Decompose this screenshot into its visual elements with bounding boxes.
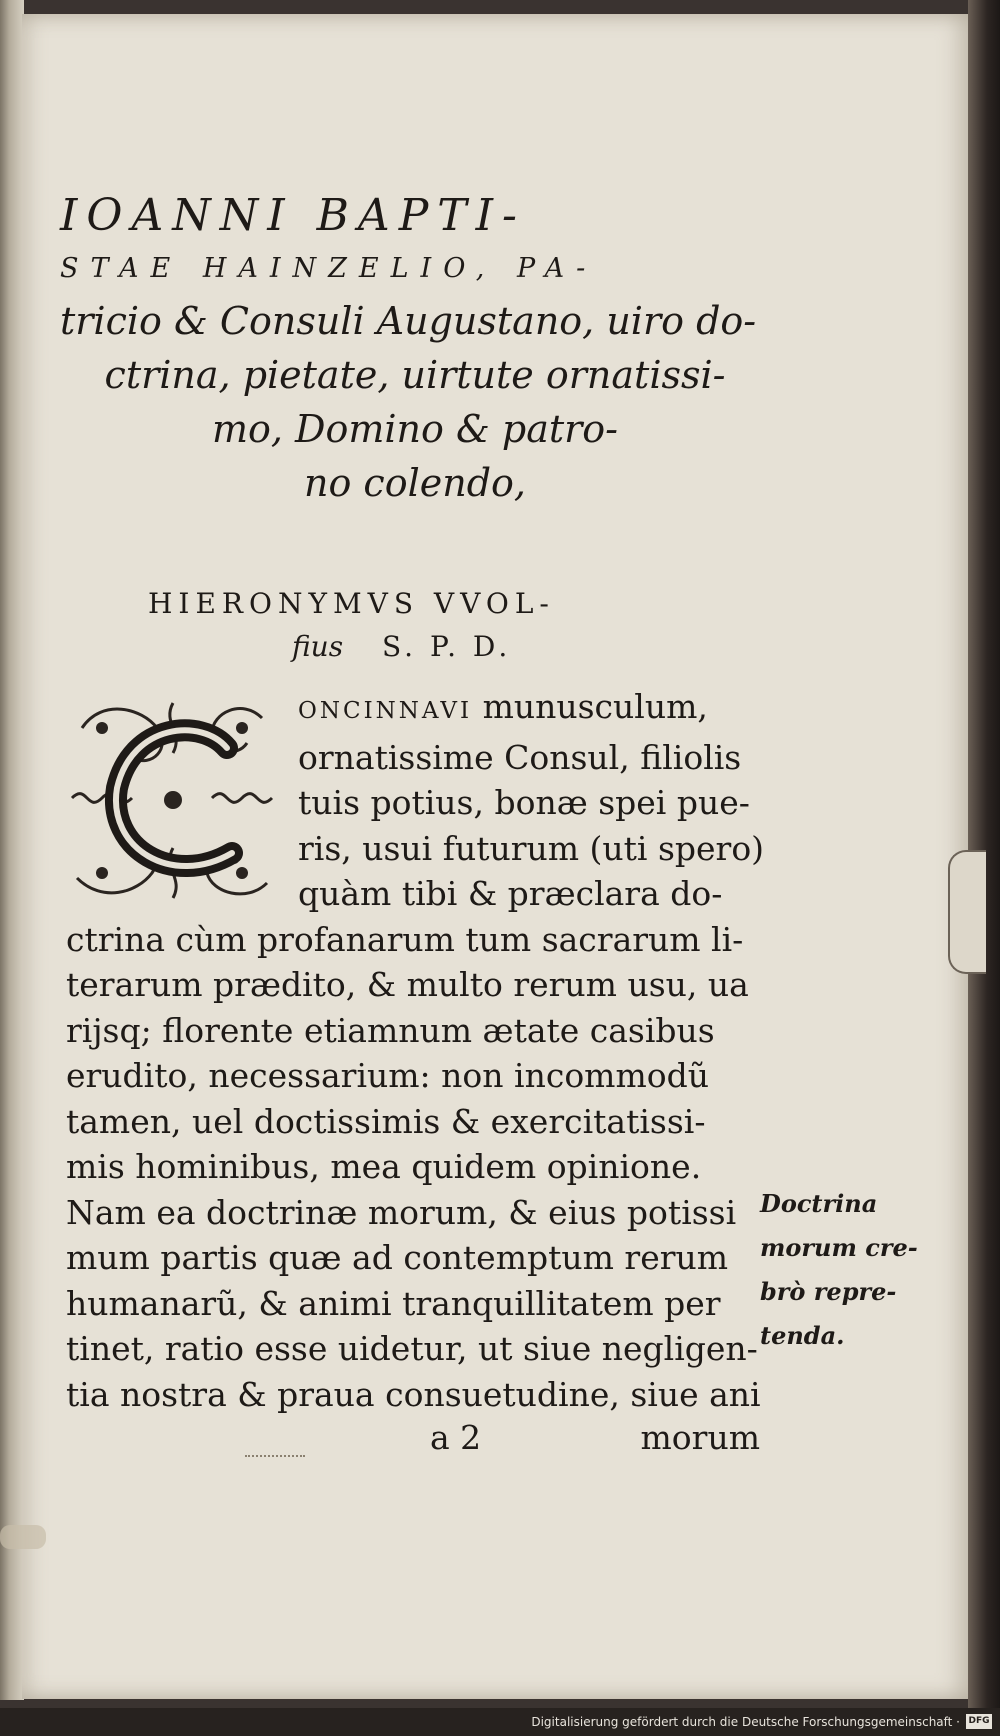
margin-note-line-1: Doctrina xyxy=(760,1189,878,1218)
signature-mark: a 2 xyxy=(430,1418,482,1457)
dfg-logo-icon: DFG xyxy=(966,1714,992,1729)
body-line-15: tinet, ratio esse uidetur, ut siue negligen- xyxy=(66,1329,758,1368)
margin-note xyxy=(760,1182,940,1358)
title-line-4: ctrina, pietate, uirtute ornatissi- xyxy=(104,353,726,397)
body-line-14: humanarũ, & animi tranquillitatem per xyxy=(66,1283,721,1323)
margin-note-line-2: morum cre- xyxy=(760,1233,918,1262)
body-line-12: Nam ea doctrinæ morum, & eius potissi xyxy=(66,1192,737,1232)
digitization-footer xyxy=(0,1708,1000,1736)
title-line-2: STAE HAINZELIO, PA- xyxy=(60,253,598,284)
paper-stain xyxy=(0,1525,46,1549)
body-line-9: erudito, necessarium: non incommodũ xyxy=(66,1056,710,1095)
page-tab-notch xyxy=(948,850,986,974)
catchword: morum xyxy=(640,1418,760,1457)
salutation-spd: S. P. D. xyxy=(381,630,512,663)
salutation-fius: fius xyxy=(292,630,344,663)
body-line-5: quàm tibi & præclara do- xyxy=(298,874,723,913)
salutation-greeting xyxy=(292,630,511,663)
body-line-8: rijsq; florente etiamnum ætate casibus xyxy=(66,1010,715,1050)
title-line-6: no colendo, xyxy=(304,461,526,505)
body-text xyxy=(66,684,766,1417)
body-line-4: ris, usui futurum (uti spero) xyxy=(298,828,765,868)
body-lead-word: ONCINNAVI xyxy=(298,698,473,724)
margin-note-line-4: tenda. xyxy=(760,1321,845,1350)
title-line-3: tricio & Consuli Augustano, uiro do- xyxy=(60,299,757,343)
body-line-7: terarum prædito, & multo rerum usu, ua xyxy=(66,965,749,1004)
body-line-16: tia nostra & praua consuetudine, siue ani xyxy=(66,1374,761,1414)
margin-note-line-3: brò repre- xyxy=(760,1277,897,1306)
paper-specks xyxy=(245,1455,305,1459)
footer-credit: Digitalisierung gefördert durch die Deutsche Forschungsgemeinschaft · xyxy=(531,1715,960,1729)
salutation-author: HIERONYMVS VVOL- xyxy=(148,587,555,620)
dedication-title xyxy=(60,190,770,510)
body-line-11: mis hominibus, mea quidem opinione. xyxy=(66,1147,702,1186)
title-line-1: IOANNI BAPTI- xyxy=(60,190,526,241)
body-line-10: tamen, uel doctissimis & exercitatissi- xyxy=(66,1101,706,1141)
book-left-edge xyxy=(0,0,24,1700)
title-line-5: mo, Domino & patro- xyxy=(211,407,619,451)
body-line-13: mum partis quæ ad contemptum rerum xyxy=(66,1238,729,1277)
body-line-3: tuis potius, bonæ spei pue- xyxy=(298,783,750,822)
body-lead-rest: munusculum, xyxy=(472,687,708,726)
body-line-2: ornatissime Consul, filiolis xyxy=(298,737,742,777)
page-foot xyxy=(430,1418,760,1458)
body-line-6: ctrina cùm profanarum tum sacrarum li- xyxy=(66,919,744,959)
body-line-1 xyxy=(66,684,766,735)
